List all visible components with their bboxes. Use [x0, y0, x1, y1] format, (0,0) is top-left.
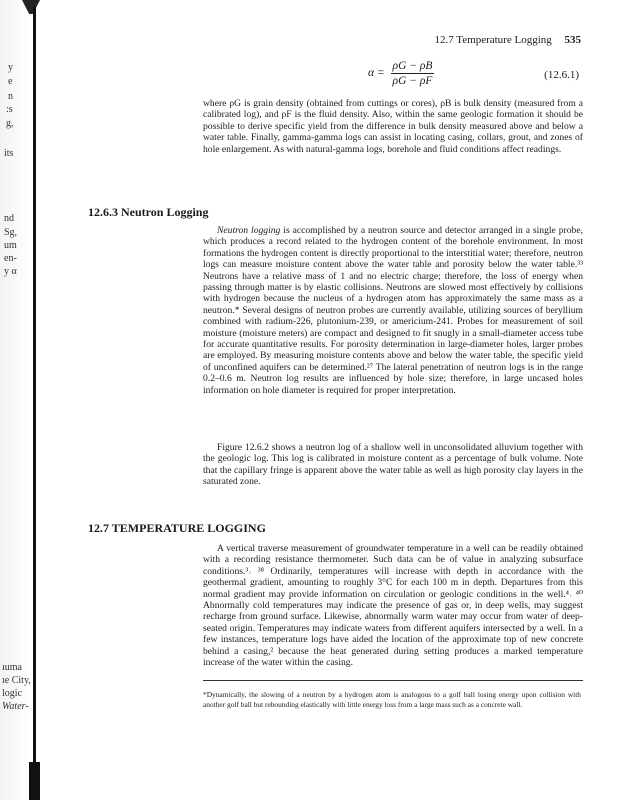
margin-fragment: um [4, 240, 17, 251]
equation-number: (12.6.1) [544, 69, 579, 81]
margin-fragment: Sg, [4, 227, 18, 238]
margin-fragment: e [8, 76, 13, 87]
equation-lhs: α = [368, 67, 385, 80]
spine-bottom-mark [29, 762, 40, 800]
equation-numerator: ρG − ρB [392, 60, 433, 72]
margin-fragment: its [4, 148, 14, 159]
footnote-rule [203, 680, 583, 681]
running-head-section: 12.7 Temperature Logging [434, 34, 552, 46]
margin-fragment: n [8, 91, 13, 102]
neutron-logging-term: Neutron logging [217, 225, 281, 236]
running-head [435, 34, 582, 46]
equation-12-6-1 [368, 60, 434, 87]
where-paragraph: where ρG is grain density (obtained from cuttings or cores), ρB is bulk density (measured from a calibrated log), and ρF is the fluid density. Also, within the same geologic formation it should be possible to derive specific yield from the difference in bulk density measured above and below a water table. Finally, gamma-gamma logs can assist in locating casing, collars, grout, and zones of hole enlargement. As with natural-gamma logs, borehole and fluid conditions affect readings. [203, 98, 583, 155]
margin-fragment: y [8, 62, 13, 73]
margin-fragment: :s [6, 104, 13, 115]
neutron-paragraph-1-text: is accomplished by a neutron source and detector arranged in a single probe, which produces a record related to the hydrogen content of the borehole environment. In most formations the hydrogen content is directly proportional to the interstitial water; therefore, neutron logs can measure moisture content above the water table and porosity below the water table.³³ Neutrons have a relative mass of 1 and no electric charge; therefore, the loss of energy when passing through matter is by elastic collisions. Neutrons are slowed most effectively by collisions with hydrogen because the nucleus of a hydrogen atom has approximately the same mass as a neutron.* Several designs of neutron probes are currently available, utilizing sources of beryllium combined with radium-226, plutonium-239, or americium-241. Probes for measurement of soil moisture (moisture meters) are compact and designed to fit snugly in a small-diameter access tube for accurate quantitative results. For porosity determination in large-diameter holes, larger probes are employed. By measuring moisture contents above and below the water table, the specific yield of unconfined aquifers can be determined.²⁷ The lateral penetration of neutron logs is in the range 0.2–0.6 m. Neutron log results are influenced by hole size; therefore, in large uncased holes information on hole diameter is required for proper interpretation. [203, 225, 583, 396]
neutron-paragraph-2: Figure 12.6.2 shows a neutron log of a shallow well in unconsolidated alluvium together with the geologic log. This log is calibrated in moisture content as a percentage of bulk volume. Note that the capillary fringe is apparent above the water table as well as high porosity clay layers in the saturated zone. [203, 442, 583, 488]
temperature-paragraph: A vertical traverse measurement of groundwater temperature in a well can be readily obtained with a recording resistance thermometer. Such data can be of value in analyzing subsurface conditions.³˒ ³⁸ Ordinarily, temperatures will increase with depth in accordance with the geothermal gradient, amounting to roughly 3°C for each 100 m in depth. Departures from this normal gradient may provide information on circulation or geologic conditions in the well.⁴˒ ⁴⁰ Abnormally cold temperatures may indicate the presence of gas or, in deep wells, may suggest recharge from ground surface. Likewise, abnormally warm water may occur from water of deep-seated origin. Temperatures may indicate waters from different aquifers intersected by a well. In a few instances, temperature logs have aided the location of the approximate top of new concrete behind a casing,² because the heat generated during setting produces a marked temperature increase of the water within the casing. [203, 543, 583, 669]
margin-fragment: Water- [2, 701, 29, 712]
margin-fragment: en- [4, 253, 17, 264]
margin-fragment: g, [6, 118, 14, 129]
equation-denominator: ρG − ρF [392, 75, 433, 87]
book-spine [33, 6, 36, 798]
margin-fragment: ıe City, [2, 675, 31, 686]
footnote: *Dynamically, the slowing of a neutron by a hydrogen atom is analogous to a golf ball losing energy upon collision with another golf ball but rebounding elastically with little energy loss from a large mass such as a concrete wall. [203, 690, 581, 710]
section-heading-neutron-logging: 12.6.3 Neutron Logging [88, 205, 209, 219]
margin-fragment: ıuma [2, 662, 22, 673]
section-heading-temperature-logging: 12.7 TEMPERATURE LOGGING [88, 521, 266, 535]
equation-fraction [391, 60, 435, 87]
neutron-paragraph-1 [203, 225, 583, 396]
margin-fragment: nd [4, 213, 14, 224]
page-number: 535 [564, 34, 581, 46]
margin-fragment: y α [4, 266, 17, 277]
margin-fragment: logic [2, 688, 22, 699]
